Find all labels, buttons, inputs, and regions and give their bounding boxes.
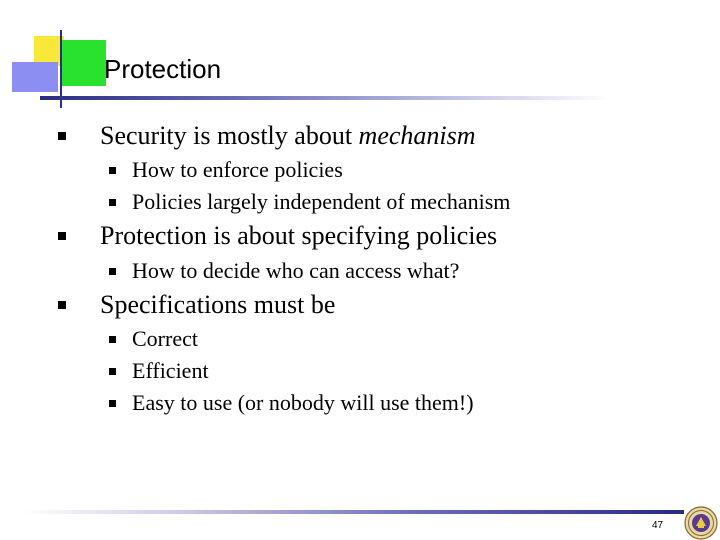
decor-blue-square <box>12 62 58 92</box>
bullet-2 <box>100 221 497 251</box>
bullet-1-sub-1 <box>132 157 343 183</box>
bullet-3-sub-2-text: Efficient <box>132 358 209 383</box>
university-seal-icon <box>684 506 718 540</box>
square-bullet-icon <box>109 400 116 407</box>
decor-green-square <box>60 40 106 86</box>
bullet-1-sub-2-text: Policies largely independent of mechanism <box>132 189 511 214</box>
bullet-1-text: Security is mostly about <box>100 121 359 150</box>
square-bullet-icon <box>58 301 66 309</box>
square-bullet-icon <box>109 167 116 174</box>
bullet-2-sub-1-text: How to decide who can access what? <box>132 258 460 283</box>
bullet-3-sub-2 <box>132 358 209 384</box>
bullet-3-sub-3-text: Easy to use (or nobody will use them!) <box>132 390 474 415</box>
square-bullet-icon <box>109 336 116 343</box>
bullet-3-text: Specifications must be <box>100 290 336 319</box>
title-underline <box>40 96 610 100</box>
bullet-1-sub-1-text: How to enforce policies <box>132 157 343 182</box>
bullet-1-emphasis: mechanism <box>358 121 476 150</box>
bullet-2-text: Protection is about specifying policies <box>100 221 498 250</box>
bullet-1-sub-2 <box>132 189 510 215</box>
slide-title: Protection <box>104 54 222 84</box>
square-bullet-icon <box>109 268 116 275</box>
bullet-3-sub-3 <box>132 390 474 416</box>
square-bullet-icon <box>109 199 116 206</box>
page-number: 47 <box>652 520 664 531</box>
square-bullet-icon <box>58 132 66 140</box>
bullet-3 <box>100 290 335 320</box>
bullet-2-sub-1 <box>132 258 459 284</box>
bullet-1 <box>100 121 476 151</box>
square-bullet-icon <box>109 368 116 375</box>
bullet-3-sub-1 <box>132 326 198 352</box>
bullet-3-sub-1-text: Correct <box>132 326 198 351</box>
square-bullet-icon <box>58 232 66 240</box>
footer-line <box>22 510 684 514</box>
